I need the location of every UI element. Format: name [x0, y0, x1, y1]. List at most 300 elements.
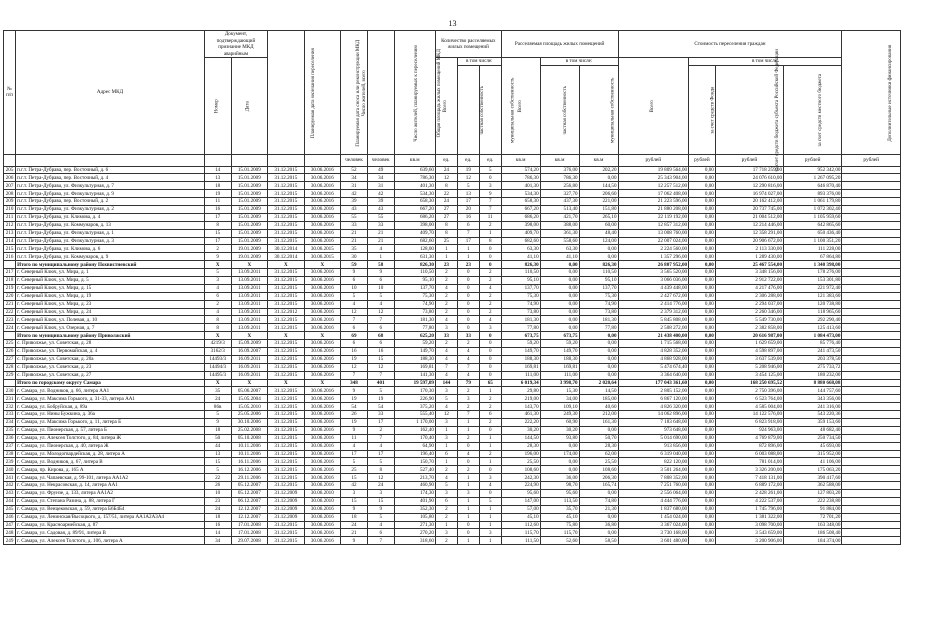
table-cell: 0,00	[689, 403, 716, 411]
table-cell: 144,50	[501, 434, 540, 442]
table-cell: 5	[479, 166, 501, 174]
table-row	[4, 205, 901, 213]
table-cell	[842, 284, 901, 292]
table-cell: 0,00	[689, 513, 716, 521]
table-cell: 137,70	[579, 284, 618, 292]
table-cell: 31.12.2015	[268, 466, 305, 474]
table-cell: 15.01.2009	[231, 174, 268, 182]
table-cell: 5	[341, 292, 368, 300]
table-cell: 924 963,00	[715, 426, 783, 434]
table-cell: 30.06.2016	[304, 221, 341, 229]
table-cell: 4 585 004,00	[715, 403, 783, 411]
table-cell: 30.06.2016	[304, 316, 341, 324]
table-row	[4, 253, 901, 261]
table-cell: 30.06.2016	[304, 434, 341, 442]
table-cell: 3 601 480,00	[618, 537, 689, 545]
table-cell: 14495/3	[204, 371, 231, 379]
table-cell: 0,00	[689, 166, 716, 174]
table-cell: 110,50	[394, 269, 435, 277]
table-cell: 109,10	[540, 403, 579, 411]
table-cell: 31.12.2015	[268, 284, 305, 292]
table-cell: 0,00	[540, 458, 579, 466]
address-cell: г. Самара, ул. Фрунзе, д. 133, литера АА1А2	[16, 490, 205, 498]
table-cell: 9	[341, 505, 368, 513]
table-cell: 513,40	[540, 205, 579, 213]
table-cell: 318,60	[394, 537, 435, 545]
table-cell: 153 301,80	[784, 276, 842, 284]
table-cell: 17	[457, 237, 479, 245]
header-cost-subject: за счет средств бюджета субъекта Российской Федерации	[774, 48, 780, 172]
table-cell: 30.06.2016	[304, 513, 341, 521]
table-cell: 33	[457, 332, 479, 340]
table-cell: 682,60	[501, 237, 540, 245]
table-cell: 4 444 776,00	[618, 497, 689, 505]
table-cell: 14 062 896,00	[618, 411, 689, 419]
table-cell: 12.12.2007	[231, 505, 268, 513]
table-cell: 3162/3	[204, 347, 231, 355]
table-cell: 6	[435, 450, 457, 458]
table-row	[4, 403, 901, 411]
table-cell: 111 228,00	[784, 245, 842, 253]
table-cell: 1	[457, 253, 479, 261]
table-cell: 1	[457, 426, 479, 434]
header-cost: Стоимость переселения граждан	[618, 31, 842, 58]
table-cell: 0,00	[689, 482, 716, 490]
table-cell: 12	[367, 474, 394, 482]
table-cell: 31.12.2015	[268, 363, 305, 371]
table-cell: 4	[479, 316, 501, 324]
table-cell: 111,00	[540, 371, 579, 379]
table-cell: 826,30	[394, 261, 435, 269]
table-cell: 30.06.2016	[304, 237, 341, 245]
table-cell	[4, 261, 16, 269]
table-cell: 822 120,00	[618, 458, 689, 466]
table-cell: 270,20	[394, 529, 435, 537]
table-cell: 12 290 816,00	[715, 182, 783, 190]
address-cell: п.г.т. Петра-Дубрава, ул. Физкультурная, д. 2	[16, 205, 205, 213]
table-cell: 2	[435, 505, 457, 513]
table-cell: 10	[341, 284, 368, 292]
table-row	[4, 505, 901, 513]
table-cell: 4 439 448,00	[618, 284, 689, 292]
table-cell: 4 769 879,00	[715, 434, 783, 442]
table-cell: 13.09.2011	[231, 269, 268, 277]
table-cell: 31.12.2015	[268, 411, 305, 419]
address-cell: п.г.т. Петра-Дубрава, пер. Восточный, д. 6	[16, 166, 205, 174]
table-cell: 3	[435, 490, 457, 498]
table-cell	[842, 474, 901, 482]
table-cell: 826,30	[579, 261, 618, 269]
table-cell: 2	[435, 513, 457, 521]
table-cell: 206,60	[579, 190, 618, 198]
table-cell	[842, 371, 901, 379]
table-cell: 228	[4, 363, 16, 371]
table-cell: 3	[435, 324, 457, 332]
table-cell: 0,00	[689, 466, 716, 474]
table-cell: 7	[457, 229, 479, 237]
unit-people: человек	[341, 154, 368, 166]
table-cell: 170,30	[394, 387, 435, 395]
table-cell: 5	[457, 182, 479, 190]
table-cell: 31.12.2015	[268, 198, 305, 206]
table-cell: 913 856,00	[618, 442, 689, 450]
table-cell: X	[231, 379, 268, 387]
table-cell: 25 343 904,00	[618, 174, 689, 182]
table-cell	[842, 174, 901, 182]
table-cell: 15	[204, 458, 231, 466]
table-cell: 7 183 648,00	[618, 419, 689, 427]
table-cell: 30.06.2016	[304, 190, 341, 198]
table-cell: 7	[479, 205, 501, 213]
header-document: Документ, подтверждающий признание МКД аварийным	[204, 31, 267, 58]
table-cell: 235	[4, 426, 16, 434]
table-cell: 17.01.2008	[231, 529, 268, 537]
table-cell: 77,80	[579, 324, 618, 332]
table-cell: 95,10	[501, 276, 540, 284]
table-cell: 36,00	[540, 474, 579, 482]
table-cell: 112,60	[501, 521, 540, 529]
table-cell: 1	[479, 434, 501, 442]
table-row	[4, 363, 901, 371]
table-cell: X	[231, 261, 268, 269]
table-cell: 65	[479, 379, 501, 387]
table-cell: X	[304, 332, 341, 340]
table-cell: 5	[435, 482, 457, 490]
table-cell: 44	[204, 442, 231, 450]
table-cell: 169,81	[501, 363, 540, 371]
address-cell: г. Северный Ключ, ул. Мира, д. 1	[16, 269, 205, 277]
table-cell: 0,00	[579, 529, 618, 537]
table-cell: 1	[435, 521, 457, 529]
table-cell: 209	[4, 198, 16, 206]
table-cell: 8	[204, 324, 231, 332]
table-cell: 177 043 361,60	[618, 379, 689, 387]
table-cell: 31.12.2015	[268, 347, 305, 355]
table-cell: 9	[479, 190, 501, 198]
table-cell: 30.06.2016	[304, 466, 341, 474]
table-cell: 15.09.2009	[231, 340, 268, 348]
table-cell: 952 342,00	[784, 166, 842, 174]
table-cell: 5	[341, 458, 368, 466]
table-cell: 13.09.2011	[231, 316, 268, 324]
table-cell	[842, 300, 901, 308]
header-address: Адрес МКД	[16, 31, 205, 155]
table-cell: 658,30	[501, 198, 540, 206]
table-row	[4, 434, 901, 442]
table-cell: 2	[435, 537, 457, 545]
table-cell: 0,00	[689, 229, 716, 237]
table-cell: 21 004 512,00	[715, 213, 783, 221]
unit-units: ед.	[435, 154, 457, 166]
table-cell: 2	[479, 419, 501, 427]
table-cell: 34,00	[540, 395, 579, 403]
table-cell: 0,00	[579, 426, 618, 434]
table-cell: 631,30	[394, 253, 435, 261]
table-cell: 2	[367, 426, 394, 434]
table-cell	[842, 205, 901, 213]
table-cell	[842, 292, 901, 300]
table-cell: 170,40	[394, 434, 435, 442]
table-cell	[4, 332, 16, 340]
table-cell: 207	[4, 182, 16, 190]
address-cell: г. Северный Ключ, ул. Мира, д. 5	[16, 276, 205, 284]
table-cell: 8	[479, 237, 501, 245]
table-cell	[842, 387, 901, 395]
table-cell: 3 998,70	[540, 379, 579, 387]
table-cell: 13	[204, 450, 231, 458]
table-cell: 13 008 760,00	[618, 229, 689, 237]
header-rooms-count: Количество расселяемых жилых помещений	[435, 31, 501, 58]
table-cell: 2 294 037,00	[715, 300, 783, 308]
table-cell: 2	[479, 450, 501, 458]
table-cell: 236	[4, 434, 16, 442]
table-cell: 2	[479, 395, 501, 403]
table-cell: 31.12.2015	[268, 482, 305, 490]
table-cell: 24	[204, 505, 231, 513]
table-cell: 30.06.2016	[304, 269, 341, 277]
table-cell: 237	[4, 442, 16, 450]
table-cell: 23	[204, 497, 231, 505]
table-cell: 175 063,20	[784, 466, 842, 474]
table-cell: 108,60	[579, 466, 618, 474]
table-cell: 144	[435, 379, 457, 387]
table-cell: 639,60	[394, 166, 435, 174]
table-cell: 3	[479, 182, 501, 190]
table-cell: 0,00	[689, 442, 716, 450]
table-cell: 6 889 172,00	[715, 482, 783, 490]
table-cell: 73,80	[501, 308, 540, 316]
table-cell: 409,70	[394, 229, 435, 237]
table-cell: 2	[435, 292, 457, 300]
table-cell: 19	[341, 395, 368, 403]
table-cell: 2	[457, 434, 479, 442]
table-cell: 30.06.2016	[304, 426, 341, 434]
table-cell: 686,20	[501, 213, 540, 221]
table-cell: 115,70	[540, 529, 579, 537]
table-cell: 60,00	[579, 221, 618, 229]
table-cell: 221	[4, 300, 16, 308]
table-cell: X	[304, 379, 341, 387]
table-cell: 20 737 745,00	[715, 205, 783, 213]
table-cell	[842, 363, 901, 371]
table-cell: 31.12.2015	[268, 340, 305, 348]
table-cell: 13.09.2011	[231, 300, 268, 308]
table-cell: 59,20	[501, 340, 540, 348]
table-cell: 21	[341, 229, 368, 237]
table-cell: 3 730 168,00	[618, 529, 689, 537]
table-cell	[842, 537, 901, 545]
table-cell: 21 438 400,00	[618, 332, 689, 340]
table-cell: 4	[367, 521, 394, 529]
table-cell: 19.01.2009	[231, 245, 268, 253]
address-cell: г. Самара, пр. Кирова, д. 165 А	[16, 466, 205, 474]
table-cell: 0,00	[579, 363, 618, 371]
table-cell: 0	[479, 466, 501, 474]
table-cell: 31.12.2015	[268, 403, 305, 411]
table-cell: 27	[435, 213, 457, 221]
table-cell: 31.12.2015	[268, 395, 305, 403]
table-cell: 0,00	[689, 253, 716, 261]
table-cell: 230	[4, 387, 16, 395]
table-cell: 58,50	[579, 537, 618, 545]
table-cell: 2	[479, 269, 501, 277]
table-cell: 13.09.2011	[231, 324, 268, 332]
table-cell: 0,00	[579, 513, 618, 521]
table-cell: 5	[367, 458, 394, 466]
table-cell: 162,40	[394, 426, 435, 434]
table-cell: 05.10.2008	[231, 434, 268, 442]
table-cell: 30.06.2016	[304, 411, 341, 419]
table-row	[4, 355, 901, 363]
table-cell: 16.09.2011	[231, 363, 268, 371]
table-cell: 18	[204, 426, 231, 434]
table-cell	[842, 395, 901, 403]
table-cell: 14494/3	[204, 363, 231, 371]
table-cell: 21 223 596,00	[618, 198, 689, 206]
table-cell: 127 803,20	[784, 490, 842, 498]
table-cell: 1 629 659,00	[715, 340, 783, 348]
table-cell	[842, 442, 901, 450]
table-cell	[842, 190, 901, 198]
table-cell: 59	[341, 261, 368, 269]
table-cell: 3	[457, 395, 479, 403]
table-cell: 2	[435, 466, 457, 474]
table-cell: 4 826 320,00	[618, 403, 689, 411]
table-cell: 246	[4, 513, 16, 521]
table-cell: 0,00	[689, 426, 716, 434]
table-cell: 1	[479, 229, 501, 237]
table-cell	[842, 340, 901, 348]
table-cell	[842, 332, 901, 340]
address-cell: г. Северный Ключ, ул. Мира, д. 15	[16, 284, 205, 292]
resettlement-table	[3, 30, 901, 545]
table-cell	[842, 482, 901, 490]
address-cell: с. Приволжье, ул. Советская, д. 20а	[16, 355, 205, 363]
table-cell: 30.06.2016	[304, 355, 341, 363]
table-cell: 3	[479, 324, 501, 332]
table-cell: 0,00	[540, 442, 579, 450]
table-cell: 30.06.2016	[304, 198, 341, 206]
table-cell: 682,60	[394, 237, 435, 245]
table-cell: 786,30	[501, 174, 540, 182]
table-cell: 30.06.2016	[304, 537, 341, 545]
table-cell	[842, 221, 901, 229]
table-cell: 667,20	[501, 205, 540, 213]
table-row	[4, 276, 901, 284]
header-residents-planned: Число жителей, планируемых к переселению	[413, 44, 419, 142]
table-cell: 13.09.2011	[231, 292, 268, 300]
table-cell: 17	[457, 198, 479, 206]
table-cell: 3	[435, 529, 457, 537]
table-cell: 2	[479, 300, 501, 308]
table-cell: 0,00	[540, 292, 579, 300]
table-cell: 3 364 640,00	[618, 371, 689, 379]
table-row	[4, 245, 901, 253]
table-cell: 137,70	[501, 284, 540, 292]
table-cell: 1	[435, 245, 457, 253]
table-row	[4, 213, 901, 221]
table-row	[4, 308, 901, 316]
table-cell: 1	[457, 245, 479, 253]
table-cell: 12	[367, 308, 394, 316]
table-cell: 2	[435, 300, 457, 308]
table-cell: 72 701,20	[784, 513, 842, 521]
table-cell: 30,20	[540, 426, 579, 434]
header-cost-total: Всего	[650, 100, 656, 113]
table-cell: 43	[341, 205, 368, 213]
table-row	[4, 174, 901, 182]
header-cost-including: в том числе:	[689, 58, 842, 66]
table-cell: 121 383,60	[784, 292, 842, 300]
table-cell: 673,75	[540, 332, 579, 340]
table-cell	[842, 324, 901, 332]
table-cell: 2 113 330,00	[715, 245, 783, 253]
table-cell: 461,30	[501, 411, 540, 419]
table-cell: 31.12.2015	[268, 229, 305, 237]
table-cell: 388,00	[540, 221, 579, 229]
table-cell: 0	[457, 521, 479, 529]
table-cell: 31.12.2015	[268, 316, 305, 324]
table-cell: 118 965,60	[784, 308, 842, 316]
table-cell: 2	[435, 276, 457, 284]
table-cell: 226,90	[394, 395, 435, 403]
table-cell: 30,20	[501, 426, 540, 434]
table-cell: 362 588,00	[784, 482, 842, 490]
unit-sqm: кв.м	[579, 154, 618, 166]
table-cell: 1 105 959,60	[784, 213, 842, 221]
table-cell: 3 200 906,00	[715, 537, 783, 545]
table-cell: 18	[341, 513, 368, 521]
table-cell: 31.12.2015	[268, 371, 305, 379]
table-cell: 110,50	[501, 269, 540, 277]
address-cell: г. Северный Ключ, ул. Мира, д. 23	[16, 300, 205, 308]
header-doc-number: Номер	[214, 99, 220, 114]
table-cell: 31.12.2015	[268, 324, 305, 332]
table-cell: 5 014 690,00	[618, 434, 689, 442]
table-cell: 25,50	[501, 458, 540, 466]
table-cell: 35	[204, 387, 231, 395]
table-row	[4, 490, 901, 498]
table-cell: 0	[479, 355, 501, 363]
table-cell: 3 348 156,00	[715, 269, 783, 277]
table-cell: 150,70	[394, 458, 435, 466]
table-cell: 6	[204, 292, 231, 300]
table-cell: 6	[367, 276, 394, 284]
table-cell: 75,30	[501, 292, 540, 300]
table-cell: 49	[367, 166, 394, 174]
table-cell: 0,00	[540, 261, 579, 269]
table-cell: 17 718 259,00	[715, 166, 783, 174]
table-cell: 15	[341, 474, 368, 482]
table-row	[4, 419, 901, 427]
table-cell: 7	[457, 411, 479, 419]
table-cell: 12	[435, 411, 457, 419]
table-cell: 203 378,50	[784, 355, 842, 363]
header-rooms-including: в том числе:	[457, 58, 501, 66]
table-cell: 7	[435, 363, 457, 371]
table-cell: 1	[457, 482, 479, 490]
header-extra-sources: Дополнительные источники финансирования	[888, 44, 894, 142]
table-cell: 1	[457, 419, 479, 427]
table-cell: 55	[367, 213, 394, 221]
table-cell: 248	[4, 529, 16, 537]
table-cell: 30	[341, 253, 368, 261]
table-cell: 0	[457, 324, 479, 332]
table-cell: 15.01.2009	[231, 237, 268, 245]
table-cell: 5 474 674,40	[618, 363, 689, 371]
table-cell: 7 251 760,00	[618, 482, 689, 490]
table-cell: 401,30	[501, 182, 540, 190]
